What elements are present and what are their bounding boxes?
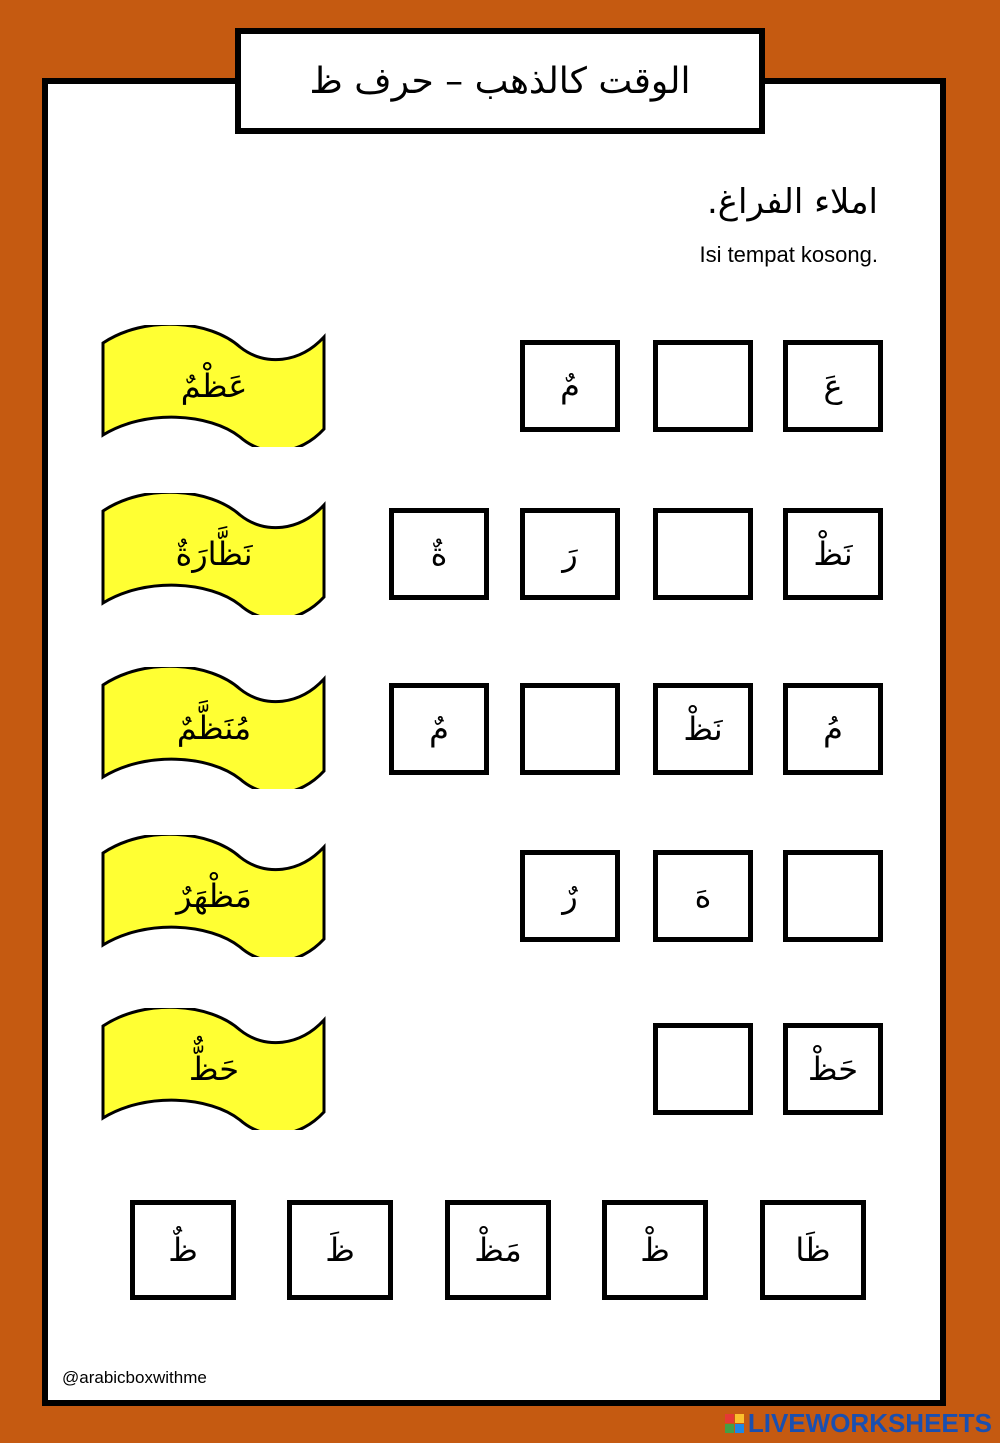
word-bank-tile[interactable]: ظَا <box>760 1200 866 1300</box>
flag-word: مُنَظَّمٌ <box>176 709 252 747</box>
letter-box: نَظْ <box>783 508 883 600</box>
letter-box: حَظْ <box>783 1023 883 1115</box>
blank-box[interactable] <box>783 850 883 942</box>
word-flag <box>100 835 328 957</box>
brand-text: LIVEWORKSHEETS <box>747 1408 992 1438</box>
word-flag <box>100 325 328 447</box>
author-handle: @arabicboxwithme <box>62 1368 207 1387</box>
letter-box: رَ <box>520 508 620 600</box>
blank-box[interactable] <box>653 1023 753 1115</box>
letter-box: مُ <box>783 683 883 775</box>
letter-box: ةٌ <box>389 508 489 600</box>
letter-box: نَظْ <box>653 683 753 775</box>
letter-box: مٌ <box>520 340 620 432</box>
flag-word: مَظْهَرٌ <box>176 877 252 915</box>
brand-logo-icon <box>725 1414 744 1433</box>
word-bank-tile[interactable]: ظٌ <box>130 1200 236 1300</box>
letter-box: مٌ <box>389 683 489 775</box>
flag-word: نَظَّارَةٌ <box>175 535 253 573</box>
blank-box[interactable] <box>520 683 620 775</box>
liveworksheets-logo[interactable] <box>725 1408 992 1439</box>
instruction-arabic: املاء الفراغ. <box>706 182 878 222</box>
word-flag <box>100 667 328 789</box>
word-flag <box>100 1008 328 1130</box>
worksheet-title: الوقت كالذهب – حرف ظ <box>235 28 765 134</box>
flag-word: عَظْمٌ <box>180 367 248 405</box>
word-bank-tile[interactable]: مَظْ <box>445 1200 551 1300</box>
letter-box: هَ <box>653 850 753 942</box>
instruction-malay: Isi tempat kosong. <box>699 242 878 267</box>
blank-box[interactable] <box>653 340 753 432</box>
blank-box[interactable] <box>653 508 753 600</box>
flag-word: حَظٌّ <box>188 1050 240 1088</box>
word-bank-tile[interactable]: ظَ <box>287 1200 393 1300</box>
word-bank-tile[interactable]: ظْ <box>602 1200 708 1300</box>
letter-box: عَ <box>783 340 883 432</box>
word-flag <box>100 493 328 615</box>
letter-box: رٌ <box>520 850 620 942</box>
